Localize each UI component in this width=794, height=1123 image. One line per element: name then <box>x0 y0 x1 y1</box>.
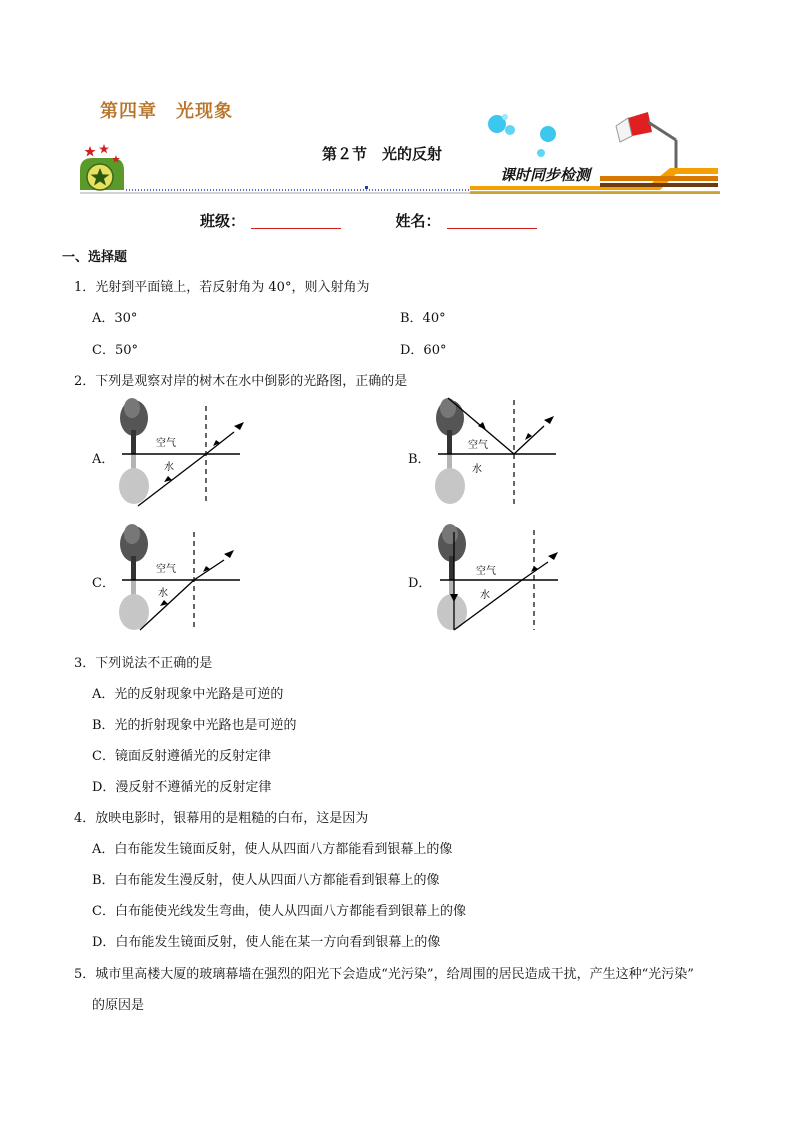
q1-option-d[interactable]: D．60° <box>400 343 447 358</box>
tree-reflection-icon <box>119 580 149 630</box>
q1-option-b[interactable]: B．40° <box>400 311 446 326</box>
class-blank[interactable] <box>251 214 341 229</box>
question-1-stem: 1．光射到平面镜上，若反射角为 40°，则入射角为 <box>74 280 370 295</box>
air-label: 空气 <box>156 438 176 449</box>
water-label: 水 <box>158 588 168 599</box>
class-label: 班级： <box>200 212 246 230</box>
q4-option-d[interactable]: D．白布能发生镜面反射，使人能在某一方向看到银幕上的像 <box>92 935 441 950</box>
stripe-decoration <box>600 183 718 187</box>
figure-b <box>428 396 568 508</box>
section-title: 第２节 光的反射 <box>322 145 443 163</box>
stripe-decoration <box>600 176 718 181</box>
figure-a <box>112 396 252 508</box>
tree-icon <box>438 524 466 580</box>
q2-option-a[interactable]: A． <box>92 452 115 467</box>
tree-icon <box>436 398 464 454</box>
eye-icon <box>234 422 244 430</box>
chapter-title: 第四章 光现象 <box>100 101 233 122</box>
bubble-decoration <box>537 149 545 157</box>
question-3-stem: 3．下列说法不正确的是 <box>74 656 213 671</box>
question-5-stem-cont: 的原因是 <box>92 998 145 1013</box>
question-5-stem: 5．城市里高楼大厦的玻璃幕墙在强烈的阳光下会造成“光污染”，给周围的居民造成干扰，产生这种“光污染” <box>74 967 694 982</box>
q4-option-a[interactable]: A．白布能发生镜面反射，使人从四面八方都能看到银幕上的像 <box>92 842 453 857</box>
question-4-stem: 4．放映电影时，银幕用的是粗糙的白布，这是因为 <box>74 811 369 826</box>
q2-option-b[interactable]: B． <box>408 452 431 467</box>
q3-option-d[interactable]: D．漫反射不遵循光的反射定律 <box>92 780 272 795</box>
lamp-icon <box>616 112 676 168</box>
water-label: 水 <box>164 462 174 473</box>
air-label: 空气 <box>156 564 176 575</box>
tree-icon <box>120 398 148 454</box>
badge-label: 课时同步检测 <box>500 166 591 184</box>
air-label: 空气 <box>476 566 496 577</box>
q4-option-b[interactable]: B．白布能发生漫反射，使人从四面八方都能看到银幕上的像 <box>92 873 440 888</box>
eye-icon <box>548 552 558 560</box>
tree-reflection-icon <box>119 454 149 504</box>
q3-option-c[interactable]: C．镜面反射遵循光的反射定律 <box>92 749 271 764</box>
stripe-decoration <box>470 191 720 194</box>
q4-option-c[interactable]: C．白布能使光线发生弯曲，使人从四面八方都能看到银幕上的像 <box>92 904 466 919</box>
figure-c <box>112 522 252 634</box>
question-2-stem: 2．下列是观察对岸的树木在水中倒影的光路图，正确的是 <box>74 374 408 389</box>
eye-icon <box>224 550 234 558</box>
q2-option-c[interactable]: C． <box>92 576 115 591</box>
tree-reflection-icon <box>437 580 467 630</box>
water-label: 水 <box>480 590 490 601</box>
student-info-row <box>200 210 537 231</box>
water-label: 水 <box>472 464 482 475</box>
bubble-decoration <box>502 114 508 120</box>
tree-icon <box>120 524 148 580</box>
q3-option-b[interactable]: B．光的折射现象中光路也是可逆的 <box>92 718 297 733</box>
eye-icon <box>544 416 554 424</box>
star-badge-icon <box>80 144 124 190</box>
bubble-decoration <box>540 126 556 142</box>
q1-option-a[interactable]: A．30° <box>92 311 138 326</box>
name-blank[interactable] <box>447 214 537 229</box>
bubble-decoration <box>505 125 515 135</box>
figure-d <box>430 522 570 634</box>
q1-option-c[interactable]: C．50° <box>92 343 138 358</box>
part-heading: 一、选择题 <box>62 250 128 265</box>
air-label: 空气 <box>468 440 488 451</box>
q2-option-d[interactable]: D． <box>408 576 432 591</box>
tree-reflection-icon <box>435 454 465 504</box>
name-label: 姓名： <box>395 212 441 230</box>
q3-option-a[interactable]: A．光的反射现象中光路是可逆的 <box>92 687 284 702</box>
